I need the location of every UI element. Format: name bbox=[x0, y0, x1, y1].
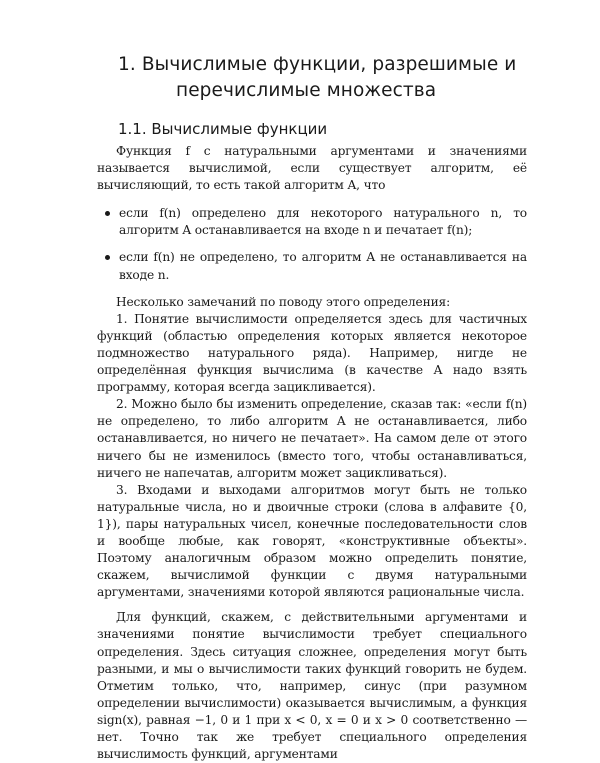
chapter-title-line1: 1. Вычислимые функции, разрешимые и bbox=[118, 54, 517, 75]
list-item-text: если f(n) не определено, то алгоритм A не останавливается на входе n. bbox=[119, 250, 527, 282]
paragraph-real-arguments: Для функций, скажем, с действительными аргументами и значениями понятие вычислимости требует специального определения. Здесь ситуация сложнее, определения могут быть разными, и мы о вычислимости таких функций говорить не будем. Отметим только, что, например, синус (при разумном определении вычислимости) оказывается вычислимым, а функция sign(x), равная −1, 0 и 1 при x < 0, x = 0 и x > 0 соответственно — нет. Точно так же требует специального определения вычислимость функций, аргументами bbox=[97, 610, 527, 762]
paragraph-remark-2: 2. Можно было бы изменить определение, сказав так: «если f(n) не определено, то либо алгоритм A не останавливается, либо останавливается, но ничего не печатает». На самом деле от этого ничего бы не изменилось (вместо того, чтобы останавливаться, ничего не напечатав, алгоритм может зацикливаться). bbox=[97, 397, 527, 480]
paragraph-remark-3: 3. Входами и выходами алгоритмов могут быть не только натуральные числа, но и двоичные строки (слова в алфавите {0, 1}), пары натуральных чисел, конечные последовательности слов и вообще любые, как говорят, «конструктивные объекты». Поэтому аналогичным образом можно определить понятие, скажем, вычислимой функции с двумя натуральными аргументами, значениями которой являются рациональные числа. bbox=[97, 482, 527, 600]
section-title: 1.1. Вычислимые функции bbox=[118, 120, 328, 138]
definition-list bbox=[97, 205, 527, 283]
bullet-icon bbox=[105, 255, 110, 260]
paragraph-intro: Функция f с натуральными аргументами и значениями называется вычислимой, если существует алгоритм, её вычисляющий, то есть такой алгоритм A, что bbox=[97, 144, 527, 193]
list-item bbox=[97, 249, 527, 283]
body-text bbox=[97, 143, 527, 763]
paragraph-remark-1: 1. Понятие вычислимости определяется здесь для частичных функций (областью определения которых является некоторое подмножество натурального ряда). Например, нигде не определённая функция вычислима (в качестве A надо взять программу, которая всегда зацикливается). bbox=[97, 311, 527, 395]
paragraph-remarks-intro: Несколько замечаний по поводу этого определения: bbox=[116, 294, 451, 309]
chapter-title-line2: перечислимые множества bbox=[176, 80, 437, 101]
list-item-text: если f(n) определено для некоторого натурального n, то алгоритм A останавливается на входе n и печатает f(n); bbox=[119, 206, 527, 238]
bullet-icon bbox=[105, 211, 110, 216]
list-item bbox=[97, 205, 527, 239]
chapter-title bbox=[118, 52, 538, 104]
